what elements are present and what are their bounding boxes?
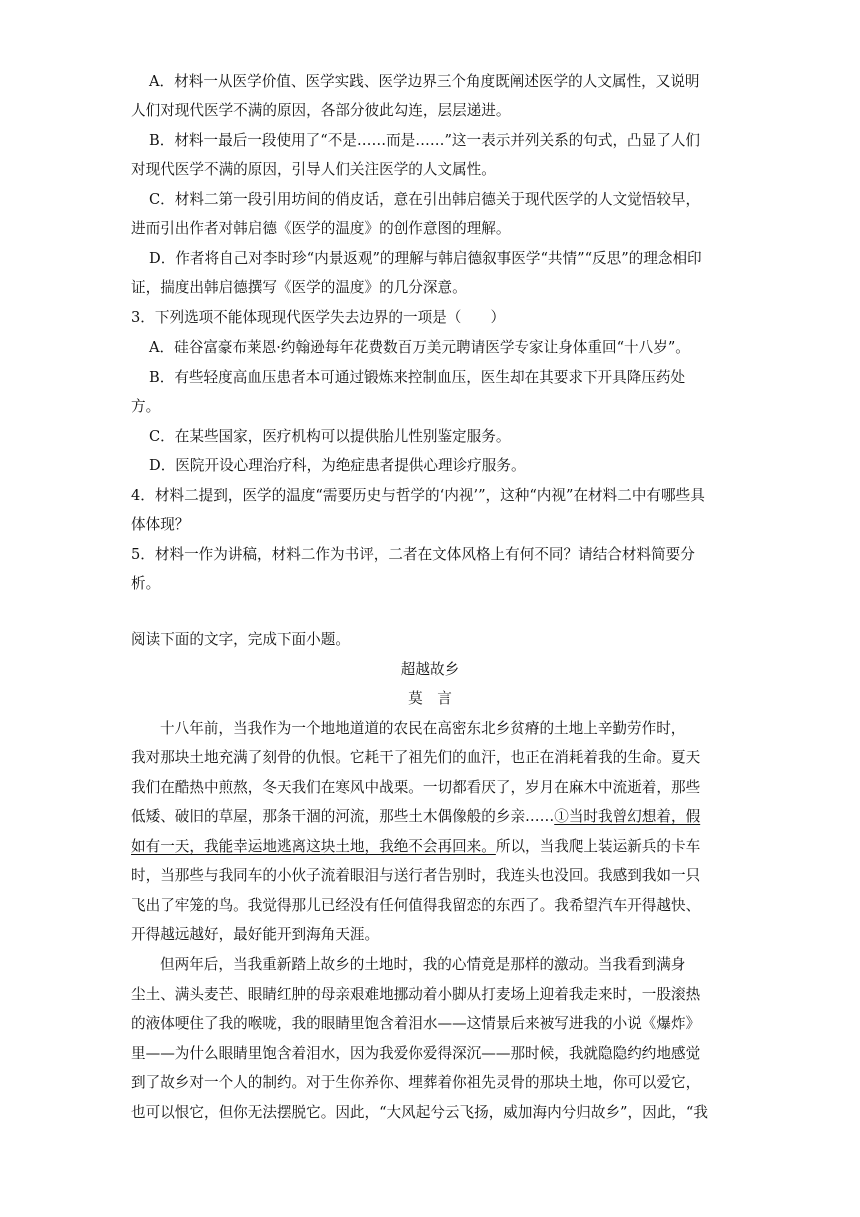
question-5-line1: 5．材料一作为讲稿，材料二作为书评，二者在文体风格上有何不同？请结合材料简要分 (131, 546, 695, 563)
underlined-sentence-1a: ①当时我曾幻想着，假 (554, 808, 701, 825)
p1-line4-text: 低矮、破旧的草屋，那条干涸的河流，那些土木偶像般的乡亲…… (131, 808, 555, 825)
p1-line6: 时，当那些与我同车的小伙子流着眼泪与送行者告别时，我连头也没回。我感到我如一只 (131, 867, 701, 884)
question-5-line2: 析。 (131, 575, 161, 592)
article-author: 莫 言 (408, 690, 452, 707)
option-b-line1: B．材料一最后一段使用了“不是……而是……”这一表示并列关系的句式，凸显了人们 (149, 132, 701, 149)
p1-line1: 十八年前，当我作为一个地地道道的农民在高密东北乡贫瘠的土地上辛勤劳作时， (160, 720, 686, 737)
p1-line8: 开得越远越好，最好能开到海角天涯。 (131, 926, 380, 943)
question-3-stem: 3．下列选项不能体现现代医学失去边界的一项是（ ） (131, 309, 506, 326)
option-b-line2: 对现代医学不满的原因，引导人们关注医学的人文属性。 (131, 161, 496, 178)
option-c-line1: C．材料二第一段引用坊间的俏皮话，意在引出韩启德关于现代医学的人文觉悟较早， (149, 191, 701, 208)
question-4-line2: 体体现？ (131, 516, 190, 533)
option-d-line2: 证，揣度出韩启德撰写《医学的温度》的几分深意。 (131, 279, 467, 296)
p1-line7: 飞出了牢笼的鸟。我觉得那儿已经没有任何值得我留恋的东西了。我希望汽车开得越快、 (131, 897, 701, 914)
p1-line4 (131, 807, 700, 827)
reading-intro: 阅读下面的文字，完成下面小题。 (131, 631, 350, 648)
option-d-line1: D．作者将自己对李时珍“内景返观”的理解与韩启德叙事医学“共情”“反思”的理念相印 (149, 250, 702, 267)
p2-line3: 的液体哽住了我的喉咙，我的眼睛里饱含着泪水——这情景后来被写进我的小说《爆炸》 (131, 1015, 701, 1032)
p2-line5: 到了故乡对一个人的制约。对于生你养你、埋葬着你祖先灵骨的那块土地，你可以爱它， (131, 1074, 701, 1091)
q3-option-b-line1: B．有些轻度高血压患者本可通过锻炼来控制血压，医生却在其要求下开具降压药处 (149, 369, 686, 386)
p2-line6: 也可以恨它，但你无法摆脱它。因此，“大风起兮云飞扬，威加海内兮归故乡”，因此，“我 (131, 1104, 708, 1121)
q3-option-d: D．医院开设心理治疗科，为绝症患者提供心理诊疗服务。 (149, 457, 526, 474)
underlined-sentence-1b: 如有一天，我能幸运地逃离这块土地，我绝不会再回来。 (131, 838, 496, 855)
p2-line1: 但两年后，当我重新踏上故乡的土地时，我的心情竟是那样的激动。当我看到满身 (160, 956, 686, 973)
option-a-line1: A．材料一从医学价值、医学实践、医学边界三个角度既阐述医学的人文属性，又说明 (149, 73, 700, 90)
question-4-line1: 4．材料二提到，医学的温度“需要历史与哲学的‘内视’”，这种“内视”在材料二中有哪些具 (131, 487, 705, 504)
option-c-line2: 进而引出作者对韩启德《医学的温度》的创作意图的理解。 (131, 220, 511, 237)
q3-option-a: A．硅谷富豪布莱恩·约翰逊每年花费数百万美元聘请医学专家让身体重回“十八岁”。 (149, 339, 690, 356)
p1-line5 (131, 837, 700, 857)
q3-option-c: C．在某些国家，医疗机构可以提供胎儿性别鉴定服务。 (149, 428, 511, 445)
p2-line2: 尘土、满头麦芒、眼睛红肿的母亲艰难地挪动着小脚从打麦场上迎着我走来时，一股滚热 (131, 986, 701, 1003)
option-a-line2: 人们对现代医学不满的原因，各部分彼此勾连，层层递进。 (131, 102, 511, 119)
p1-line5-text: 所以，当我爬上装运新兵的卡车 (495, 838, 701, 855)
p1-line3: 我们在酷热中煎熬，冬天我们在寒风中战栗。一切都看厌了，岁月在麻木中流逝着，那些 (131, 779, 701, 796)
q3-option-b-line2: 方。 (131, 398, 161, 415)
article-title: 超越故乡 (400, 661, 460, 678)
p2-line4: 里——为什么眼睛里饱含着泪水，因为我爱你爱得深沉——那时候，我就隐隐约约地感觉 (131, 1045, 701, 1062)
p1-line2: 我对那块土地充满了刻骨的仇恨。它耗干了祖先们的血汗，也正在消耗着我的生命。夏天 (131, 749, 701, 766)
